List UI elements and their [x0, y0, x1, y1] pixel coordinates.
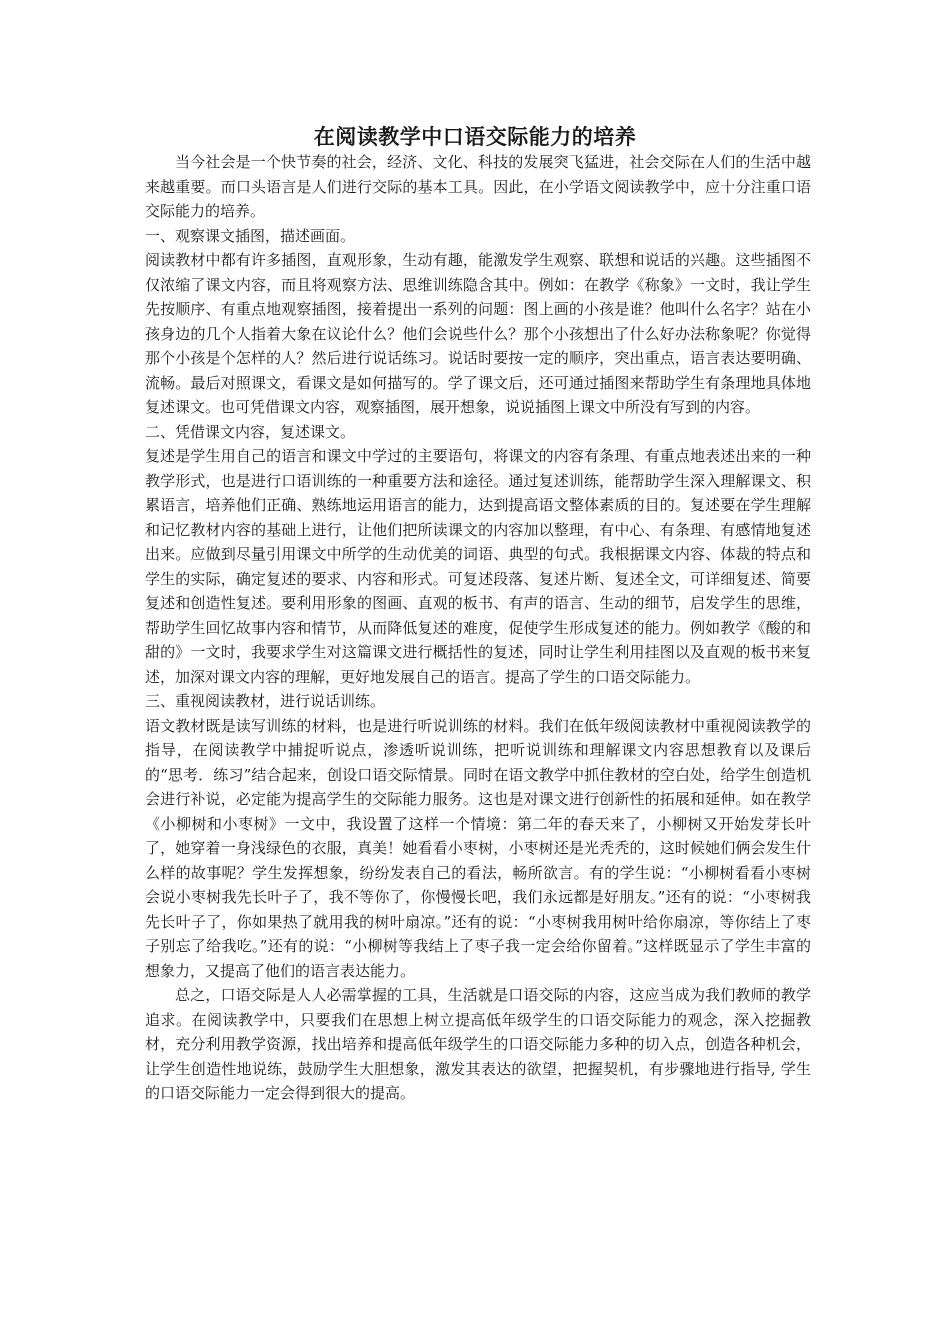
- section-3-body: 语文教材既是读写训练的材料，也是进行听说训练的材料。我们在低年级阅读教材中重视阅读教学的指导，在阅读教学中捕捉听说点，渗透听说训练，把听说训练和理解课文内容思想教育以及课后的“思考．练习”结合起来，创设口语交际情景。同时在语文教学中抓住教材的空白处，给学生创造机会进行补说，必定能为提高学生的交际能力服务。这也是对课文进行创新性的拓展和延伸。如在教学《小柳树和小枣树》一文中，我设置了这样一个情境：第二年的春天来了，小柳树又开始发芽长叶了，她穿着一身浅绿色的衣服，真美！她看看小枣树，小枣树还是光秃秃的，这时候她们俩会发生什么样的故事呢？学生发挥想象，纷纷发表自己的看法，畅所欲言。有的学生说：“小柳树看看小枣树会说小枣树我先长叶子了，我不等你了，你慢慢长吧，我们永远都是好朋友。”还有的说：“小枣树我先长叶子了，你如果热了就用我的树叶扇凉。”还有的说：“小枣树我用树叶给你扇凉，等你结上了枣子别忘了给我吃。”还有的说：“小柳树等我结上了枣子我一定会给你留着。”这样既显示了学生丰富的想象力，又提高了他们的语言表达能力。: [145, 716, 811, 980]
- section-2-heading: 二、凭借课文内容，复述课文。: [145, 422, 356, 441]
- section-1-heading: 一、观察课文插图，描述画面。: [145, 226, 356, 245]
- section-3-heading: 三、重视阅读教材，进行说话训练。: [145, 692, 386, 710]
- document-title: 在阅读教学中口语交际能力的培养: [313, 124, 637, 149]
- document-body: [145, 150, 811, 1106]
- conclusion-paragraph: 总之，口语交际是人人必需掌握的工具，生活就是口语交际的内容，这应当成为我们教师的教学追求。在阅读教学中，只要我们在思想上树立提高低年级学生的口语交际能力的观念，深入挖掘教材，充分利用教学资源，找出培养和提高低年级学生的口语交际能力多种的切入点，创造各种机会，让学生创造性地说练，鼓励学生大胆想象，激发其表达的欲望，把握契机，有步骤地进行指导, 学生的口语交际能力一定会得到很大的提高。: [145, 986, 811, 1102]
- intro-paragraph: 当今社会是一个快节奏的社会，经济、文化、科技的发展突飞猛进，社会交际在人们的生活中越来越重要。而口头语言是人们进行交际的基本工具。因此，在小学语文阅读教学中，应十分注重口语交际能力的培养。: [145, 153, 811, 220]
- section-2-body: 复述是学生用自己的语言和课文中学过的主要语句，将课文的内容有条理、有重点地表述出来的一种教学形式，也是进行口语训练的一种重要方法和途径。通过复述训练，能帮助学生深入理解课文、积累语言，培养他们正确、熟练地运用语言的能力，达到提高语文整体素质的目的。复述要在学生理解和记忆教材内容的基础上进行，让他们把所读课文的内容加以整理，有中心、有条理、有感情地复述出来。应做到尽量引用课文中所学的生动优美的词语、典型的句式。我根据课文内容、体裁的特点和学生的实际，确定复述的要求、内容和形式。可复述段落、复述片断、复述全文，可详细复述、简要复述和创造性复述。要利用形象的图画、直观的板书、有声的语言、生动的细节，启发学生的思维，帮助学生回忆故事内容和情节，从而降低复述的难度，促使学生形成复述的能力。例如教学《酸的和甜的》一文时，我要求学生对这篇课文进行概括性的复述，同时让学生利用挂图以及直观的板书来复述，加深对课文内容的理解，更好地发展自己的语言。提高了学生的口语交际能力。: [145, 447, 811, 686]
- section-1-body: 阅读教材中都有许多插图，直观形象，生动有趣，能激发学生观察、联想和说话的兴趣。这些插图不仅浓缩了课文内容，而且将观察方法、思维训练隐含其中。例如：在教学《称象》一文时，我让学生先按顺序、有重点地观察插图，接着提出一系列的问题：图上画的小孩是谁？他叫什么名字？站在小孩身边的几个人指着大象在议论什么？他们会说些什么？那个小孩想出了什么好办法称象呢？你觉得那个小孩是个怎样的人？然后进行说话练习。说话时要按一定的顺序，突出重点，语言表达要明确、流畅。最后对照课文，看课文是如何描写的。学了课文后，还可通过插图来帮助学生有条理地具体地复述课文。也可凭借课文内容，观察插图，展开想象，说说插图上课文中所没有写到的内容。: [145, 251, 811, 416]
